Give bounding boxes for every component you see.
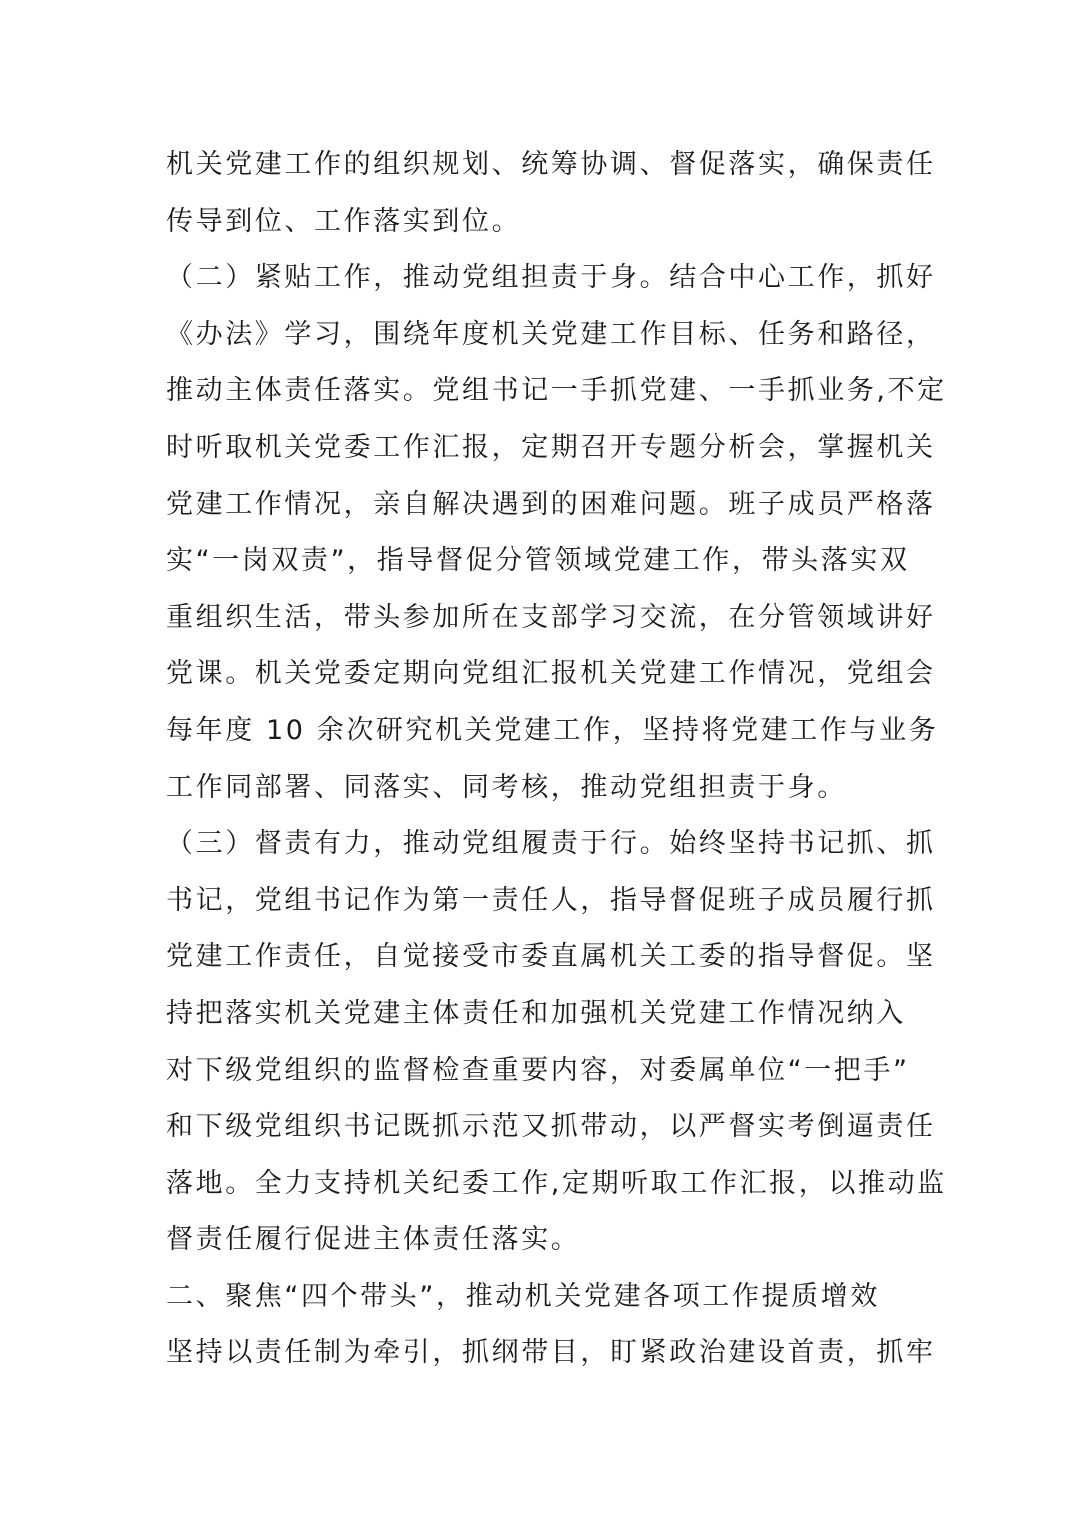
- text-line: 书记，党组书记作为第一责任人，指导督促班子成员履行抓: [166, 884, 936, 916]
- text-line: 落地。全力支持机关纪委工作,定期听取工作汇报，以推动监: [166, 1167, 947, 1199]
- text-line: 坚持以责任制为牵引，抓纲带目，盯紧政治建设首责，抓牢: [166, 1337, 936, 1369]
- section-heading: （二）紧贴工作，推动党组担责于身。结合中心工作，抓好: [166, 262, 936, 294]
- text-line: 重组织生活，带头参加所在支部学习交流，在分管领域讲好: [166, 601, 936, 633]
- section-heading: 二、聚焦“四个带头”，推动机关党建各项工作提质增效: [166, 1280, 880, 1312]
- section-heading: （三）督责有力，推动党组履责于行。始终坚持书记抓、抓: [166, 828, 936, 860]
- text-line: 《办法》学习，围绕年度机关党建工作目标、任务和路径，: [166, 318, 936, 350]
- text-line: 和下级党组织书记既抓示范又抓带动，以严督实考倒逼责任: [166, 1111, 936, 1143]
- text-line: 机关党建工作的组织规划、统筹协调、督促落实，确保责任: [166, 149, 936, 180]
- text-line: 对下级党组织的监督检查重要内容，对委属单位“一把手”: [166, 1054, 910, 1086]
- text-line: 传导到位、工作落实到位。: [166, 205, 522, 237]
- text-line: 督责任履行促进主体责任落实。: [166, 1224, 581, 1256]
- body-text: [166, 137, 947, 1382]
- text-line: 时听取机关党委工作汇报，定期召开专题分析会，掌握机关: [166, 431, 936, 463]
- text-line: 推动主体责任落实。党组书记一手抓党建、一手抓业务,不定: [166, 375, 947, 407]
- text-line: 持把落实机关党建主体责任和加强机关党建工作情况纳入: [166, 997, 906, 1029]
- text-line: 党建工作责任，自觉接受市委直属机关工委的指导督促。坚: [166, 941, 936, 973]
- text-line: 每年度 10 余次研究机关党建工作，坚持将党建工作与业务: [166, 714, 939, 746]
- text-line: 党建工作情况，亲自解决遇到的困难问题。班子成员严格落: [166, 488, 936, 520]
- text-line: 实“一岗双责”，指导督促分管领域党建工作，带头落实双: [166, 545, 910, 577]
- text-line: 工作同部署、同落实、同考核，推动党组担责于身。: [166, 771, 847, 803]
- text-line: 党课。机关党委定期向党组汇报机关党建工作情况，党组会: [166, 658, 936, 690]
